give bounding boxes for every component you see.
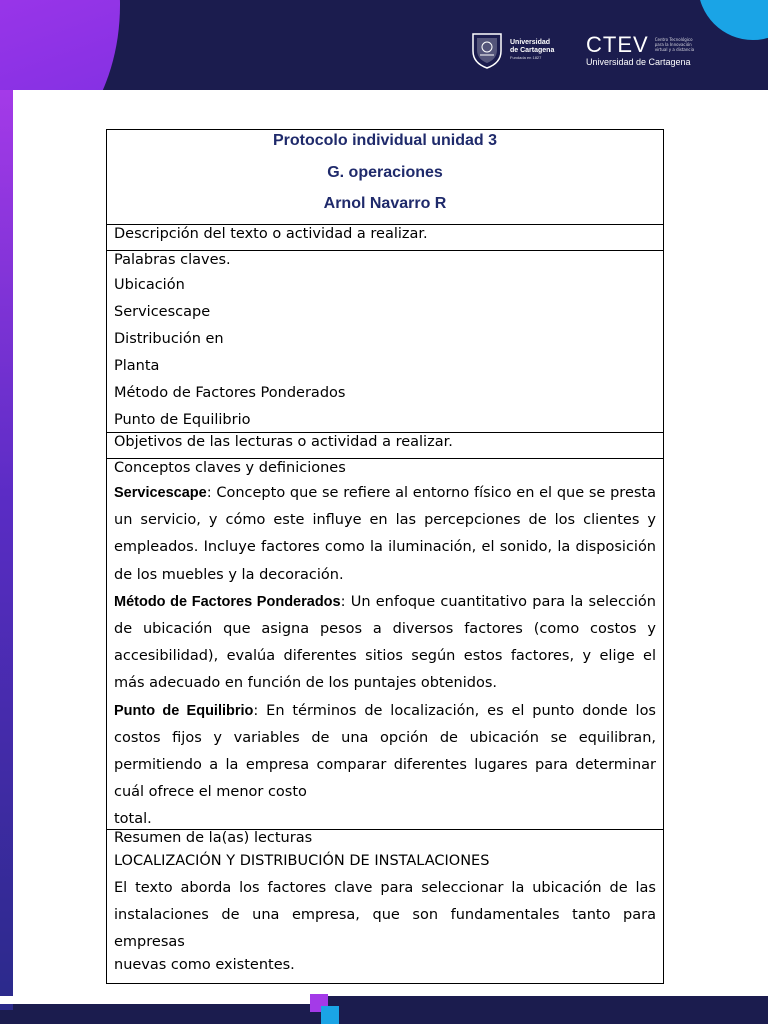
- universidad-cartagena-logo: [470, 30, 554, 70]
- ctev-small-text: Centro Tecnológico para la Innovación virtual y a distancia: [654, 37, 695, 52]
- crest-icon: [470, 31, 504, 69]
- concept-servicescape: [114, 480, 656, 589]
- protocol-table: [106, 129, 664, 984]
- concepts-tail: total.: [114, 811, 152, 828]
- objectives-label: Objetivos de las lecturas o actividad a realizar.: [114, 434, 453, 450]
- concept-term: Método de Factores Ponderados: [114, 593, 341, 610]
- concept-factores-ponderados: [114, 589, 656, 698]
- ctev-wordmark: CTEV: [586, 32, 649, 57]
- header-cell: [107, 130, 663, 224]
- keywords-label: Palabras claves.: [114, 252, 231, 268]
- keyword-item: Distribución en: [114, 331, 224, 347]
- ctev-logo: [586, 34, 699, 68]
- purple-decoration: [0, 0, 120, 90]
- keyword-item: Punto de Equilibrio: [114, 412, 251, 428]
- keywords-row: [107, 250, 663, 432]
- left-accent-strip: [0, 90, 13, 1010]
- ucart-name-line2: de Cartagena: [510, 47, 555, 54]
- keyword-item: Método de Factores Ponderados: [114, 385, 346, 401]
- objectives-row: [107, 432, 663, 458]
- description-label: Descripción del texto o actividad a realizar.: [114, 226, 428, 242]
- description-row: [107, 224, 663, 250]
- concepts-label: Conceptos claves y definiciones: [114, 460, 346, 476]
- keyword-item: Planta: [114, 358, 160, 374]
- summary-heading: LOCALIZACIÓN Y DISTRIBUCIÓN DE INSTALACIONES: [114, 853, 490, 869]
- document-title: Protocolo individual unidad 3: [272, 132, 497, 149]
- concept-punto-equilibrio: [114, 698, 656, 807]
- cyan-square-decoration: [321, 1006, 339, 1024]
- cyan-decoration: [698, 0, 768, 40]
- bottom-white-band: [0, 996, 320, 1004]
- concept-term: Punto de Equilibrio: [114, 702, 254, 719]
- ctev-subtitle: Universidad de Cartagena: [586, 57, 691, 67]
- summary-tail: nuevas como existentes.: [114, 956, 295, 973]
- keyword-item: Ubicación: [114, 277, 185, 293]
- summary-row: [107, 829, 663, 983]
- concepts-row: [107, 458, 663, 829]
- ucart-name-line1: Universidad: [510, 39, 551, 46]
- summary-text: El texto aborda los factores clave para seleccionar la ubicación de las instalaciones de una empresa, que son fundamentales tanto para empresas: [114, 880, 656, 951]
- concept-definition: : Concepto que se refiere al entorno físico en el que se presta un servicio, y cómo este influye en las percepciones de los clientes y empleados. Incluye factores como la iluminación, el sonido, la disposición de los muebles y la decoración.: [114, 485, 656, 583]
- document-subject: G. operaciones: [327, 163, 443, 181]
- ucart-small-text: Fundada en 1827: [510, 55, 542, 60]
- top-banner: [0, 0, 768, 90]
- document-author: Arnol Navarro R: [323, 195, 447, 212]
- keyword-item: Servicescape: [114, 304, 211, 320]
- summary-label: Resumen de la(as) lecturas: [114, 830, 313, 846]
- concept-definition: : En términos de localización, es el punto donde los costos fijos y variables de una opción de ubicación se equilibran, permitiendo a la empresa comparar diferentes lugares para determinar cuál ofrece el menor costo: [114, 702, 656, 801]
- concept-definition: : Un enfoque cuantitativo para la selección de ubicación que asigna pesos a diversos factores (como costos y accesibilidad), evalúa diferentes sitios según estos factores, y elige el más adecuado en función de los puntajes obtenidos.: [114, 593, 656, 692]
- concept-term: Servicescape: [114, 485, 207, 501]
